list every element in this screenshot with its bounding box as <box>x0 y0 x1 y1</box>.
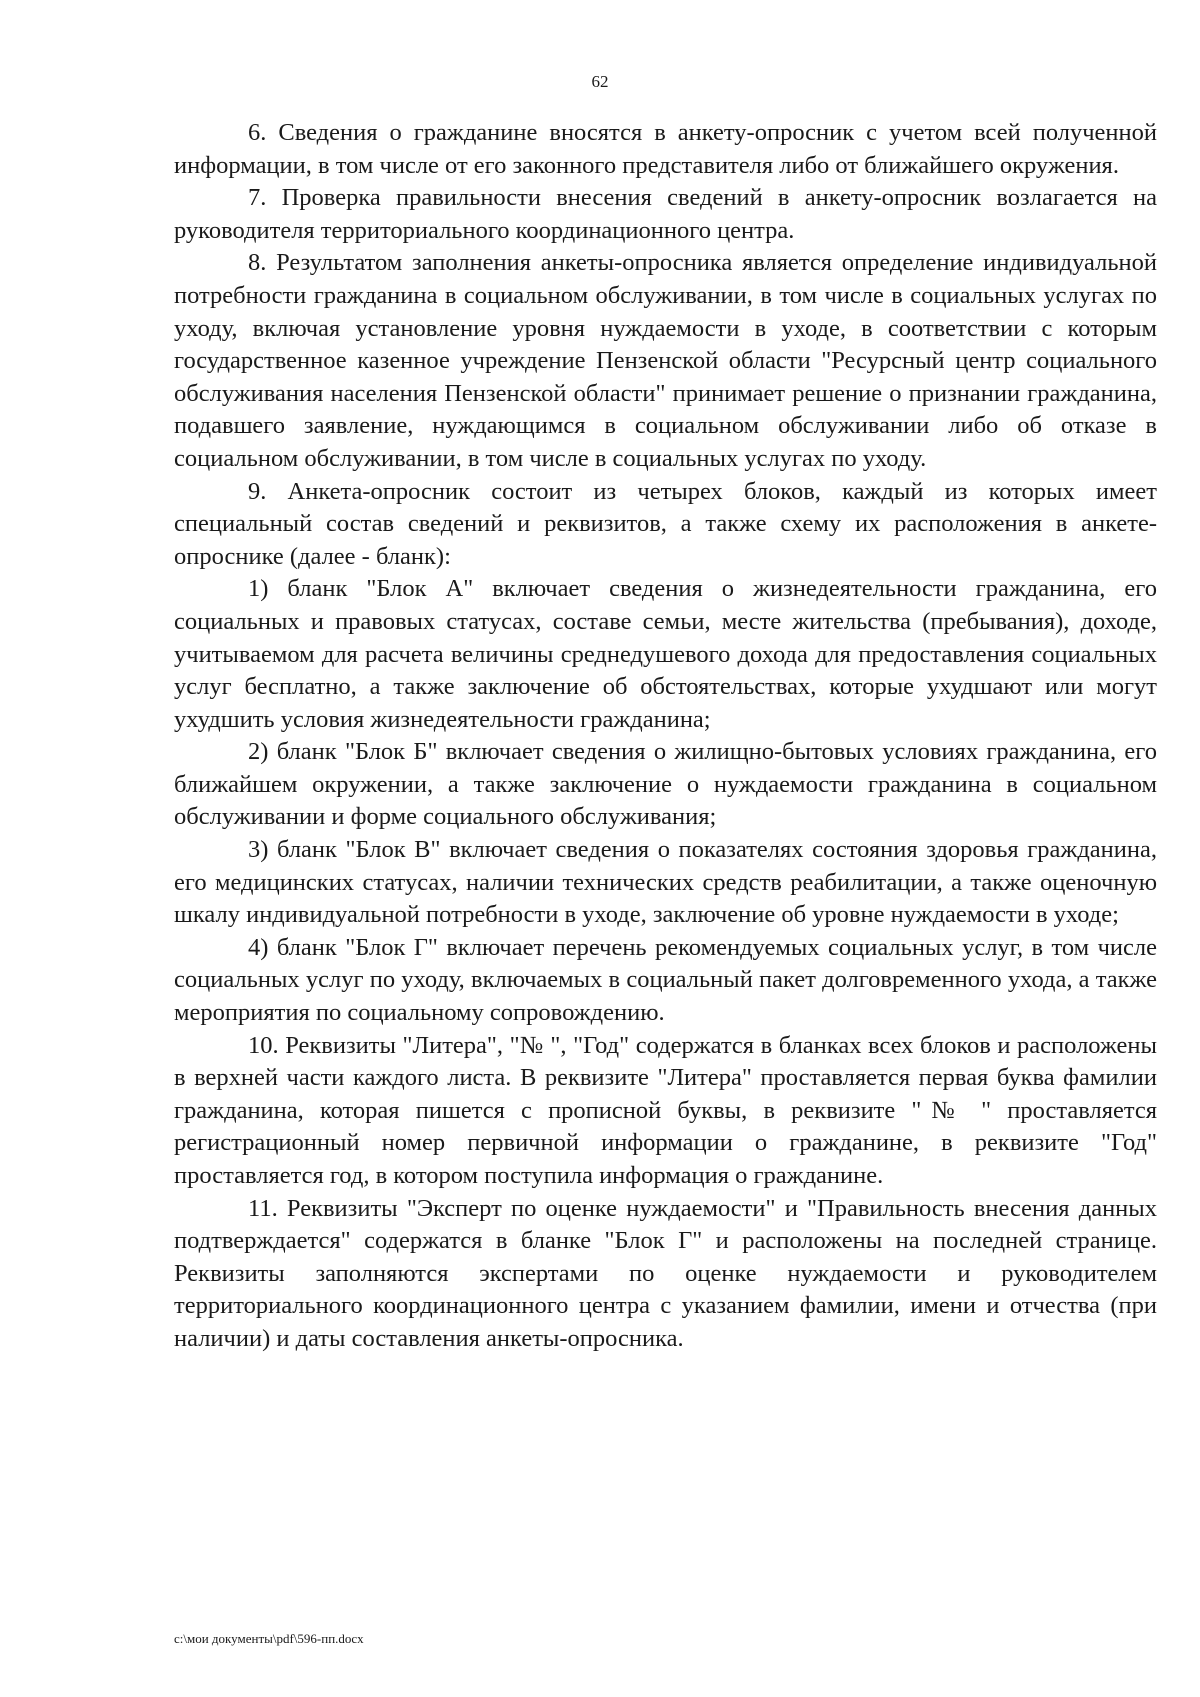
document-body <box>174 117 1157 1356</box>
paragraph-9-item-4: 4) бланк "Блок Г" включает перечень рекомендуемых социальных услуг, в том числе социальных услуг по уходу, включаемых в социальный пакет долговременного ухода, а также мероприятия по социальному сопровождению. <box>174 933 1157 1027</box>
paragraph-8: 8. Результатом заполнения анкеты-опросника является определение индивидуальной потребности гражданина в социальном обслуживании, в том числе в социальных услугах по уходу, включая установление уровня нуждаемости в уходе, в соответствии с которым государственное казенное учреждение Пензенской области "Ресурсный центр социального обслуживания населения Пензенской области" принимает решение о признании гражданина, подавшего заявление, нуждающимся в социальном обслуживании либо об отказе в социальном обслуживании, в том числе в социальных услугах по уходу. <box>174 249 1157 472</box>
paragraph-9-item-2: 2) бланк "Блок Б" включает сведения о жилищно-бытовых условиях гражданина, его ближайшем окружении, а также заключение о нуждаемости гражданина в социальном обслуживании и форме социального обслуживания; <box>174 738 1157 831</box>
paragraph-9-item-3: 3) бланк "Блок В" включает сведения о показателях состояния здоровья гражданина, его медицинских статусах, наличии технических средств реабилитации, а также оценочную шкалу индивидуальной потребности в уходе, заключение об уровне нуждаемости в уходе; <box>174 836 1157 929</box>
page-number: 62 <box>591 72 609 91</box>
paragraph-7: 7. Проверка правильности внесения сведений в анкету-опросник возлагается на руководителя территориального координационного центра. <box>174 184 1157 244</box>
paragraph-6: 6. Сведения о гражданине вносятся в анкету-опросник с учетом всей полученной информации, в том числе от его законного представителя либо от ближайшего окружения. <box>174 119 1157 179</box>
paragraph-9: 9. Анкета-опросник состоит из четырех блоков, каждый из которых имеет специальный состав сведений и реквизитов, а также схему их расположения в анкете-опроснике (далее - бланк): <box>174 477 1157 570</box>
paragraph-10: 10. Реквизиты "Литера", "№ ", "Год" содержатся в бланках всех блоков и расположены в верхней части каждого листа. В реквизите "Литера" проставляется первая буква фамилии гражданина, которая пишется с прописной буквы, в реквизите "№ " проставляется регистрационный номер первичной информации о гражданине, в реквизите "Год" проставляется год, в котором поступила информация о гражданине. <box>174 1031 1157 1189</box>
footer-file-path: c:\мои документы\pdf\596-пп.docx <box>174 1631 364 1646</box>
paragraph-9-item-1: 1) бланк "Блок А" включает сведения о жизнедеятельности гражданина, его социальных и правовых статусах, составе семьи, месте жительства (пребывания), доходе, учитываемом для расчета величины среднедушевого дохода для предоставления социальных услуг бесплатно, а также заключение об обстоятельствах, которые ухудшают или могут ухудшить условия жизнедеятельности гражданина; <box>174 575 1157 733</box>
paragraph-11: 11. Реквизиты "Эксперт по оценке нуждаемости" и "Правильность внесения данных подтверждается" содержатся в бланке "Блок Г" и расположены на последней странице. Реквизиты заполняются экспертами по оценке нуждаемости и руководителем территориального координационного центра с указанием фамилии, имени и отчества (при наличии) и даты составления анкеты-опросника. <box>174 1194 1157 1352</box>
